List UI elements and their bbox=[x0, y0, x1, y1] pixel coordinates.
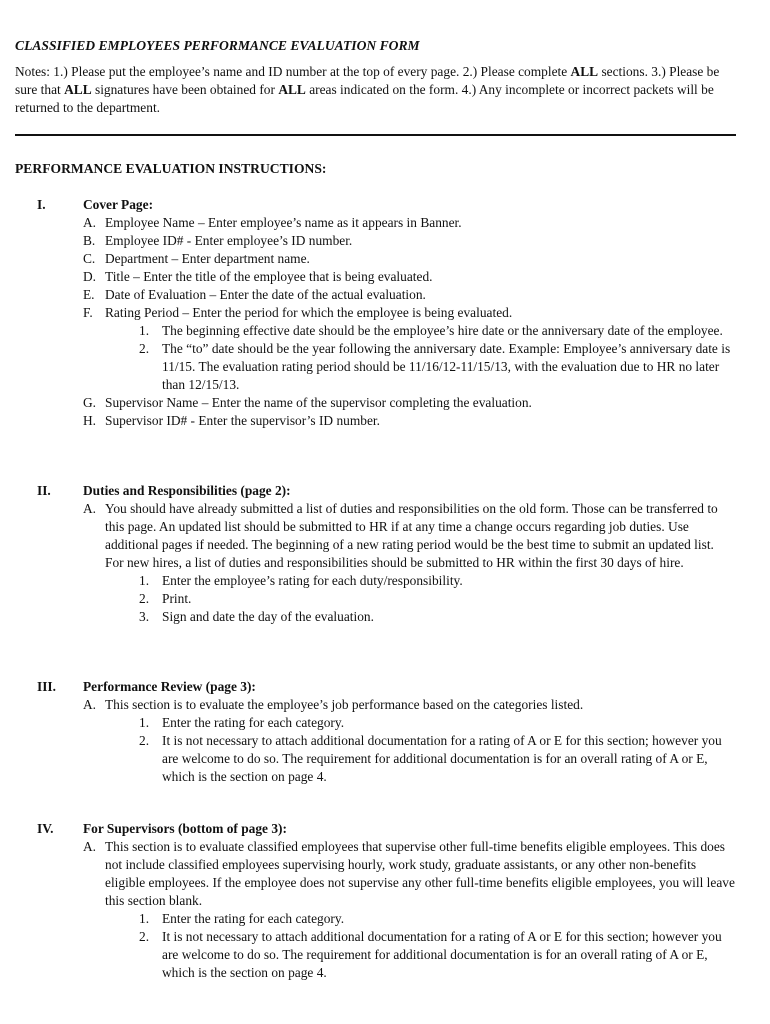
sub-item-text: Print. bbox=[162, 591, 192, 606]
list-item bbox=[83, 412, 735, 430]
sub-item-label: 1. bbox=[139, 573, 150, 588]
sub-list-item bbox=[139, 732, 735, 786]
item-text: Supervisor ID# - Enter the supervisor’s ID number. bbox=[105, 413, 380, 428]
list-item bbox=[83, 268, 735, 286]
notes-emphasis-3: ALL bbox=[278, 82, 306, 97]
sub-list-item bbox=[139, 910, 735, 928]
sub-list-item bbox=[139, 608, 735, 626]
horizontal-divider bbox=[15, 134, 736, 136]
sub-item-text: It is not necessary to attach additional documentation for a rating of A or E for this section; however you are welcome to do so. The requirement for additional documentation is for an overall rating of A or E, which is the section on page 4. bbox=[162, 733, 722, 784]
sub-item-label: 2. bbox=[139, 929, 150, 944]
notes-text-2: sections. 3.) Please be sure that bbox=[15, 64, 720, 97]
sub-list-item bbox=[139, 572, 735, 590]
sub-list-item bbox=[139, 340, 735, 394]
list-item bbox=[83, 250, 735, 268]
sub-item-text: Enter the employee’s rating for each duty/responsibility. bbox=[162, 573, 463, 588]
list-item bbox=[83, 500, 735, 572]
sub-item-label: 1. bbox=[139, 911, 150, 926]
list-item bbox=[83, 232, 735, 250]
sub-item-text: Sign and date the day of the evaluation. bbox=[162, 609, 374, 624]
item-text: Employee Name – Enter employee’s name as it appears in Banner. bbox=[105, 215, 462, 230]
section-title: For Supervisors (bottom of page 3): bbox=[83, 821, 287, 836]
list-item bbox=[83, 696, 735, 714]
section-body bbox=[83, 696, 735, 786]
item-label: F. bbox=[83, 305, 93, 320]
notes-emphasis-1: ALL bbox=[570, 64, 599, 79]
item-label: A. bbox=[83, 215, 97, 230]
item-label: G. bbox=[83, 395, 97, 410]
sub-list-item bbox=[139, 714, 735, 732]
sub-item-label: 2. bbox=[139, 591, 150, 606]
item-label: D. bbox=[83, 269, 97, 284]
item-label: A. bbox=[83, 697, 97, 712]
sub-item-text: The beginning effective date should be the employee’s hire date or the anniversary date of the employee. bbox=[162, 323, 723, 338]
item-label: B. bbox=[83, 233, 96, 248]
section-body bbox=[83, 500, 735, 626]
section-title: Performance Review (page 3): bbox=[83, 679, 256, 694]
item-text: Supervisor Name – Enter the name of the supervisor completing the evaluation. bbox=[105, 395, 532, 410]
section-body bbox=[83, 838, 735, 982]
item-text: Employee ID# - Enter employee’s ID number. bbox=[105, 233, 353, 248]
list-item bbox=[83, 838, 735, 910]
item-text: This section is to evaluate the employee’s job performance based on the categories listed. bbox=[105, 697, 584, 712]
section-title: Duties and Responsibilities (page 2): bbox=[83, 483, 291, 498]
list-item bbox=[83, 214, 735, 232]
sub-item-text: Enter the rating for each category. bbox=[162, 715, 345, 730]
sub-list-item bbox=[139, 590, 735, 608]
item-text: Rating Period – Enter the period for which the employee is being evaluated. bbox=[105, 305, 513, 320]
item-label: C. bbox=[83, 251, 96, 266]
sub-item-text: Enter the rating for each category. bbox=[162, 911, 345, 926]
instructions-heading: PERFORMANCE EVALUATION INSTRUCTIONS: bbox=[15, 161, 327, 176]
item-label: H. bbox=[83, 413, 97, 428]
sub-item-text: It is not necessary to attach additional documentation for a rating of A or E for this section; however you are welcome to do so. The requirement for additional documentation is for an overall rating of A or E, which is the section on page 4. bbox=[162, 929, 722, 980]
sub-list-item bbox=[139, 928, 735, 982]
list-item bbox=[83, 394, 735, 412]
sub-item-label: 1. bbox=[139, 323, 150, 338]
sub-item-text: The “to” date should be the year following the anniversary date. Example: Employee’s anniversary date is 11/15. The evaluation rating period should be 11/16/12-11/15/13, with the evaluation due to HR no later than 12/15/13. bbox=[162, 341, 731, 392]
list-item bbox=[83, 304, 735, 322]
sub-item-label: 1. bbox=[139, 715, 150, 730]
item-label: A. bbox=[83, 839, 97, 854]
notes-paragraph bbox=[15, 63, 735, 117]
list-item bbox=[83, 286, 735, 304]
item-label: A. bbox=[83, 501, 97, 516]
section-body bbox=[83, 214, 735, 430]
section-numeral: IV. bbox=[37, 821, 54, 836]
notes-text-4: areas indicated on the form. 4.) Any incomplete or incorrect packets will be returned to the department. bbox=[15, 82, 714, 115]
sub-item-label: 2. bbox=[139, 341, 150, 356]
item-text: Title – Enter the title of the employee that is being evaluated. bbox=[105, 269, 433, 284]
section-numeral: I. bbox=[37, 197, 46, 212]
item-text: You should have already submitted a list of duties and responsibilities on the old form. Those can be transferred to this page. An updated list should be submitted to HR if at any time a change occurs regarding job duties. Use additional pages if needed. The beginning of a new rating period would be the best time to submit an updated list. For new hires, a list of duties and responsibilities should be submitted to HR within the first 30 days of hire. bbox=[105, 501, 718, 570]
form-title: CLASSIFIED EMPLOYEES PERFORMANCE EVALUATION FORM bbox=[15, 38, 420, 53]
notes-emphasis-2: ALL bbox=[64, 82, 92, 97]
item-text: This section is to evaluate classified employees that supervise other full-time benefits eligible employees. This does not include classified employees supervising hourly, work study, graduate assistants, or any other non-benefits eligible employees. If the employee does not supervise any other full-time benefits eligible employees, you will leave this section blank. bbox=[105, 839, 735, 908]
notes-text-1: Notes: 1.) Please put the employee’s name and ID number at the top of every page. 2.) Please complete bbox=[15, 64, 571, 79]
item-text: Department – Enter department name. bbox=[105, 251, 310, 266]
item-label: E. bbox=[83, 287, 95, 302]
sub-item-label: 3. bbox=[139, 609, 150, 624]
section-numeral: III. bbox=[37, 679, 56, 694]
item-text: Date of Evaluation – Enter the date of the actual evaluation. bbox=[105, 287, 426, 302]
sub-list-item bbox=[139, 322, 735, 340]
notes-text-3: signatures have been obtained for bbox=[91, 82, 279, 97]
section-title: Cover Page: bbox=[83, 197, 154, 212]
section-numeral: II. bbox=[37, 483, 51, 498]
sub-item-label: 2. bbox=[139, 733, 150, 748]
